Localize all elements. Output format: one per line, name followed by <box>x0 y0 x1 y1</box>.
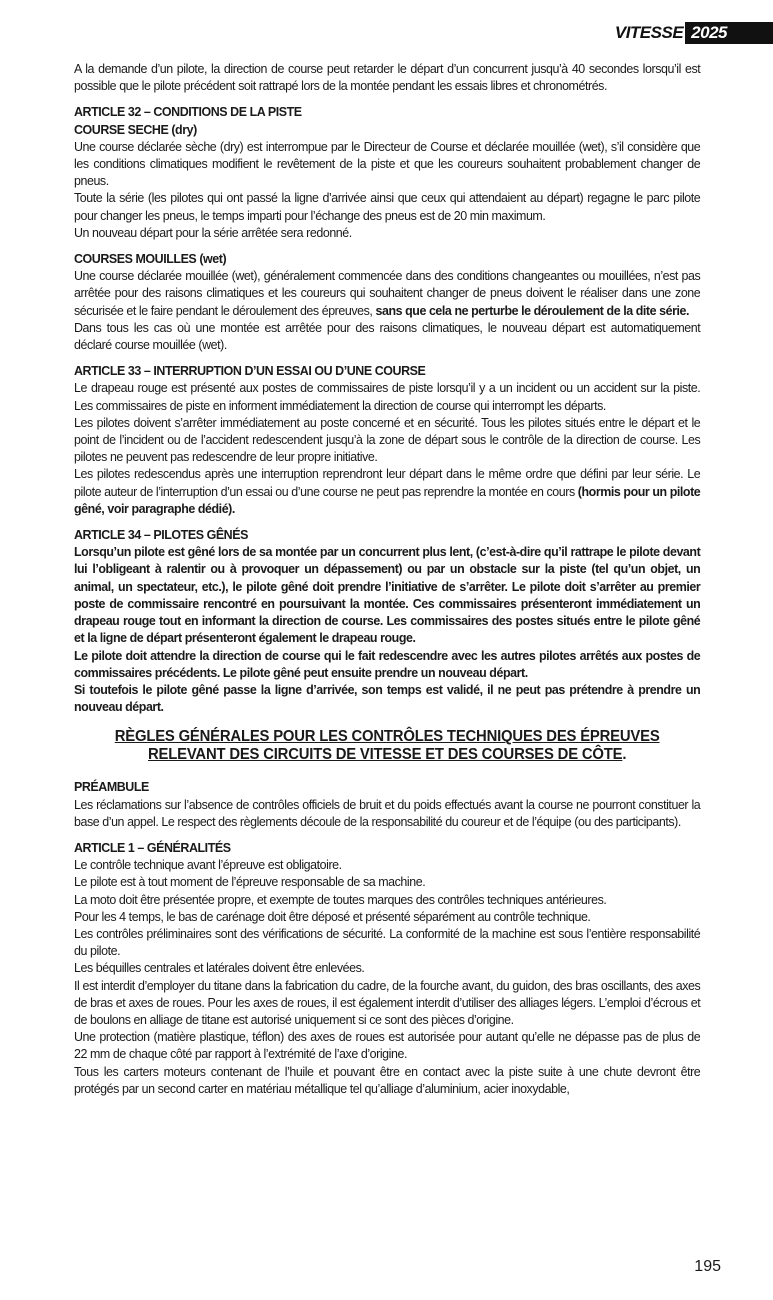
article-1-paragraph-3: La moto doit être présentée propre, et exempte de toutes marques des contrôles techniques antérieures. <box>74 891 607 907</box>
technical-rules-title-line-1-text: RÈGLES GÉNÉRALES POUR LES CONTRÔLES TECHNIQUES DES ÉPREUVES <box>114 728 660 746</box>
preambule-title: PRÉAMBULE <box>74 779 149 795</box>
wet-paragraph-1 <box>74 267 700 319</box>
article-1-paragraph-6: Les béquilles centrales et latérales doivent être enlevées. <box>74 960 365 976</box>
technical-rules-title-line-2 <box>74 746 700 764</box>
page-body <box>74 60 700 1097</box>
article-32-title: ARTICLE 32 – CONDITIONS DE LA PISTE <box>74 104 302 120</box>
article-1-paragraph-5: Les contrôles préliminaires sont des vérifications de sécurité. La conformité de la machine est sous l’entière responsabilité du pilote. <box>74 925 701 959</box>
wet-subtitle: COURSES MOUILLES (wet) <box>74 251 227 267</box>
intro-paragraph: A la demande d’un pilote, la direction de course peut retarder le départ d’un concurrent jusqu’à 40 secondes lorsqu’il est possible que le pilote précédent soit rattrapé lors de la montée pendant les essais libres et chronométrés. <box>74 61 701 94</box>
running-header <box>615 22 773 44</box>
article-1-paragraph-1: Le contrôle technique avant l’épreuve est obligatoire. <box>74 857 342 873</box>
article-1-paragraph-7: Il est interdit d’employer du titane dans la fabrication du cadre, de la fourche avant, du guidon, des bras oscillants, des axes de bras et axes de roues. Pour les axes de roues, il est également interdit d’utiliser des alliages légers. L’emploi d’écrous et de boulons en alliage de titane est autorisé uniquement si ce sont des pièces d’origine. <box>74 977 701 1027</box>
article-34-paragraph-1: Lorsqu’un pilote est gêné lors de sa montée par un concurrent plus lent, (c’est-à-dire qu’il rattrape le pilote devant lui l’obligeant à ralentir ou à provoquer un dépassement) ou par un obstacle sur la piste (tel qu’un objet, un animal, un spectateur, etc.), le pilote gêné doit prendre l’initiative de s’arrêter. Le pilote doit s’arrêter au premier poste de commissaire rencontré en poursuivant la montée. Ces commissaires présenteront immédiatement un drapeau rouge tout en informant la direction de course. Les commissaires des postes situés entre le pilote gêné et la ligne de départ présenteront également le drapeau rouge. <box>74 544 701 646</box>
dry-subtitle: COURSE SECHE (dry) <box>74 121 197 137</box>
article-34-section <box>74 526 700 715</box>
header-year-badge: 2025 <box>685 22 773 44</box>
article-33-paragraph-3 <box>74 465 700 517</box>
technical-rules-title <box>74 728 700 764</box>
article-33-paragraph-2: Les pilotes doivent s’arrêter immédiatement au poste concerné et en sécurité. Tous les pilotes situés entre le départ et le point de l’incident ou de l’accident redescendent jusqu’à la zone de départ sous le contrôle de la direction de course. Les pilotes ne peuvent pas redescendre de leur propre initiative. <box>74 414 701 465</box>
dry-paragraph-1: Une course déclarée sèche (dry) est interrompue par le Directeur de Course et déclarée mouillée (wet), s’il considère que les conditions climatiques modifient le revêtement de la piste et que les coureurs souhaitent probablement changer de pneus. <box>74 138 701 189</box>
dry-paragraph-3: Un nouveau départ pour la série arrêtée sera redonné. <box>74 224 352 240</box>
wet-paragraph-1-text: Une course déclarée mouillée (wet), généralement commencée dans des conditions changeantes ou mouillées, n’est pas arrêtée pour des raisons climatiques et les coureurs qui souhaitent changer de pneus doivent le réaliser dans une zone sécurisée et le faire pendant le déroulement des épreuves, <box>74 268 701 318</box>
article-1-paragraph-4: Pour les 4 temps, le bas de carénage doit être déposé et présenté séparément au contrôle technique. <box>74 908 591 924</box>
article-33-paragraph-3-text: Les pilotes redescendus après une interruption reprendront leur départ dans le même ordre que défini par leur série. Le pilote auteur de l’interruption d’un essai ou d’une course ne peut pas reprendre la montée en cours <box>74 466 701 499</box>
article-33-paragraph-3-emphasis: (hormis pour un pilote gêné, voir paragraphe dédié). <box>74 483 701 516</box>
wet-section <box>74 250 700 353</box>
page-number: 195 <box>694 1258 721 1275</box>
article-1-paragraph-9: Tous les carters moteurs contenant de l’huile et pouvant être en contact avec la piste suite à une chute devront être protégés par un second carter en matériau métallique tel qu’alliage d’aluminium, acier inoxydable, <box>74 1063 701 1096</box>
preambule-paragraph: Les réclamations sur l’absence de contrôles officiels de bruit et du poids effectués avant la course ne pourront constituer la base d’un appel. Le respect des règlements découle de la responsabilité du coureur et de l’équipe (ou des participants). <box>74 796 701 829</box>
dry-paragraph-2: Toute la série (les pilotes qui ont passé la ligne d’arrivée ainsi que ceux qui attendaient au départ) regagne le parc pilote pour changer les pneus, le temps imparti pour l’échange des pneus est de 20 min maximum. <box>74 190 701 223</box>
article-1-section <box>74 839 700 1097</box>
technical-rules-title-line-1 <box>74 728 700 746</box>
technical-rules-title-period: . <box>622 746 627 764</box>
article-1-paragraph-2: Le pilote est à tout moment de l’épreuve responsable de sa machine. <box>74 874 426 890</box>
header-title: VITESSE <box>614 23 684 42</box>
article-33-title: ARTICLE 33 – INTERRUPTION D’UN ESSAI OU D’UNE COURSE <box>74 363 426 379</box>
article-34-paragraph-2: Le pilote doit attendre la direction de course qui le fait redescendre avec les autres pilotes arrêtés aux postes de commissaires précédents. Le pilote gêné peut ensuite prendre un nouveau départ. <box>74 647 701 680</box>
article-1-paragraph-8: Une protection (matière plastique, téflon) des axes de roues est autorisée pour autant qu’elle ne dépasse pas de plus de 22 mm de chaque côté par rapport à l’extrémité de l’axe d’origine. <box>74 1029 701 1062</box>
article-1-title: ARTICLE 1 – GÉNÉRALITÉS <box>74 839 231 855</box>
preambule-section <box>74 778 700 830</box>
article-32-section <box>74 103 700 241</box>
article-34-title: ARTICLE 34 – PILOTES GÊNÉS <box>74 527 248 543</box>
wet-paragraph-2: Dans tous les cas où une montée est arrêtée pour des raisons climatiques, le nouveau départ est automatiquement déclaré course mouillée (wet). <box>74 319 701 353</box>
technical-rules-title-line-2-text: RELEVANT DES CIRCUITS DE VITESSE ET DES COURSES DE CÔTE <box>147 746 623 764</box>
wet-paragraph-1-emphasis: sans que cela ne perturbe le déroulement de la dite série. <box>375 302 690 318</box>
article-33-paragraph-1: Le drapeau rouge est présenté aux postes de commissaires de piste lorsqu’il y a un incident ou un accident sur la piste. Les commissaires de piste en informent immédiatement la direction de course qui interrompt les départs. <box>74 380 701 413</box>
article-33-section <box>74 362 700 517</box>
article-34-paragraph-3: Si toutefois le pilote gêné passe la ligne d’arrivée, son temps est validé, il ne peut pas prétendre à prendre un nouveau départ. <box>74 681 701 715</box>
